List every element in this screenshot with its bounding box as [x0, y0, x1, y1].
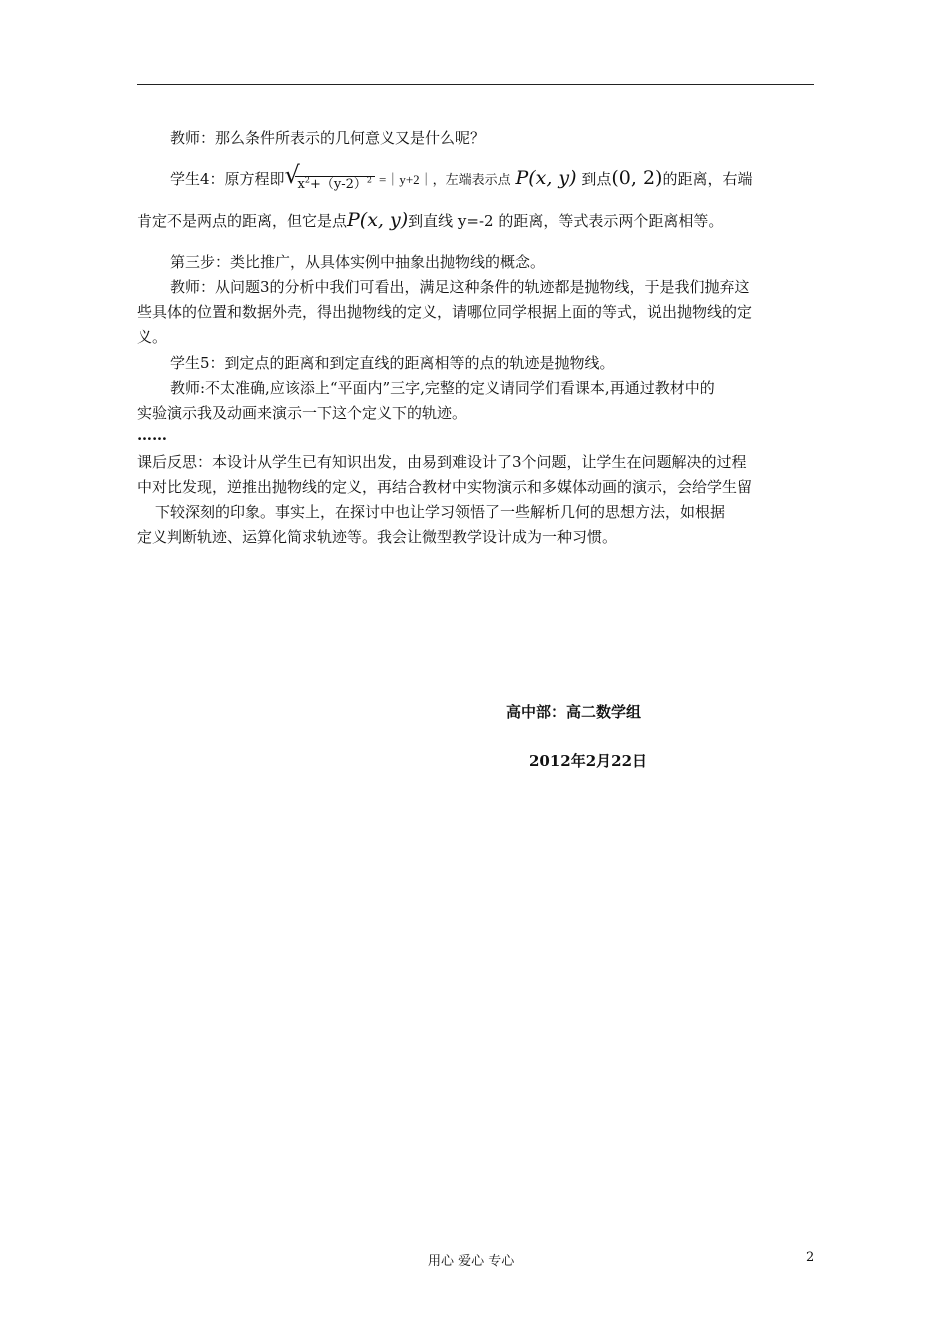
to-point-text: 到点 — [581, 170, 612, 188]
paragraph-teacher-question: 教师：那么条件所表示的几何意义又是什么呢？ — [170, 129, 486, 147]
exponent: 2 — [366, 175, 372, 185]
line3-end: 到直线 y=-2 的距离，等式表示两个距离相等。 — [408, 212, 724, 230]
header-rule — [137, 84, 814, 85]
footer-motto: 用心 爱心 专心 — [428, 1254, 515, 1269]
paragraph-reflection: 课后反思：本设计从学生已有知识出发，由易到难设计了3个问题，让学生在问题解决的过程 — [137, 453, 747, 471]
line3-start: 肯定不是两点的距离，但它是点 — [137, 212, 348, 230]
paragraph-teacher-3: 教师:不太准确,应该添上“平面内”三字,完整的定义请同学们看课本,再通过教材中的 — [170, 379, 715, 397]
paragraph-step3: 第三步：类比推广，从具体实例中抽象出抛物线的概念。 — [170, 253, 546, 271]
student4-intro: 学生4：原方程即 — [170, 170, 285, 188]
exponent: 2 — [304, 175, 310, 185]
radicand-x: x — [297, 177, 305, 192]
paragraph-student5: 学生5：到定点的距离和到定直线的距离相等的点的轨迹是抛物线。 — [170, 354, 615, 372]
page-number: 2 — [806, 1250, 815, 1265]
equation-rhs: =｜y+2｜，左端表示点 — [378, 172, 511, 187]
paragraph-teacher-2-end: 义。 — [137, 328, 168, 346]
point-0-2: (0, 2) — [611, 167, 663, 189]
paragraph-teacher-3-cont: 实验演示我及动画来演示一下这个定义下的轨迹。 — [137, 404, 468, 422]
radicand-y: +（y-2） — [309, 177, 367, 192]
ellipsis: …… — [137, 426, 167, 444]
paragraph-reflection-2: 中对比发现，逆推出抛物线的定义，再结合教材中实物演示和多媒体动画的演示，会给学生留 — [137, 478, 753, 496]
point-P: P(x, y) — [347, 209, 409, 231]
paragraph-teacher-2: 教师：从问题3的分析中我们可看出，满足这种条件的轨迹都是抛物线，于是我们抛弃这 — [170, 278, 750, 296]
point-P: P(x, y) — [515, 167, 577, 189]
distance-text: 的距离，右端 — [662, 170, 753, 188]
paragraph-teacher-2-cont: 些具体的位置和数据外壳，得出抛物线的定义，请哪位同学根据上面的等式，说出抛物线的定 — [137, 303, 753, 321]
paragraph-student4 — [170, 160, 850, 195]
date-signature: 2012年2月22日 — [529, 752, 648, 770]
sqrt-expression — [284, 160, 375, 195]
paragraph-student4-cont — [137, 210, 817, 231]
department-signature: 高中部：高二数学组 — [506, 703, 642, 721]
paragraph-reflection-3: 下较深刻的印象。事实上，在探讨中也让学习领悟了一些解析几何的思想方法，如根据 — [155, 503, 726, 521]
radical-sign-icon: √ — [284, 160, 300, 189]
paragraph-reflection-4: 定义判断轨迹、运算化简求轨迹等。我会让微型教学设计成为一种习惯。 — [137, 528, 618, 546]
